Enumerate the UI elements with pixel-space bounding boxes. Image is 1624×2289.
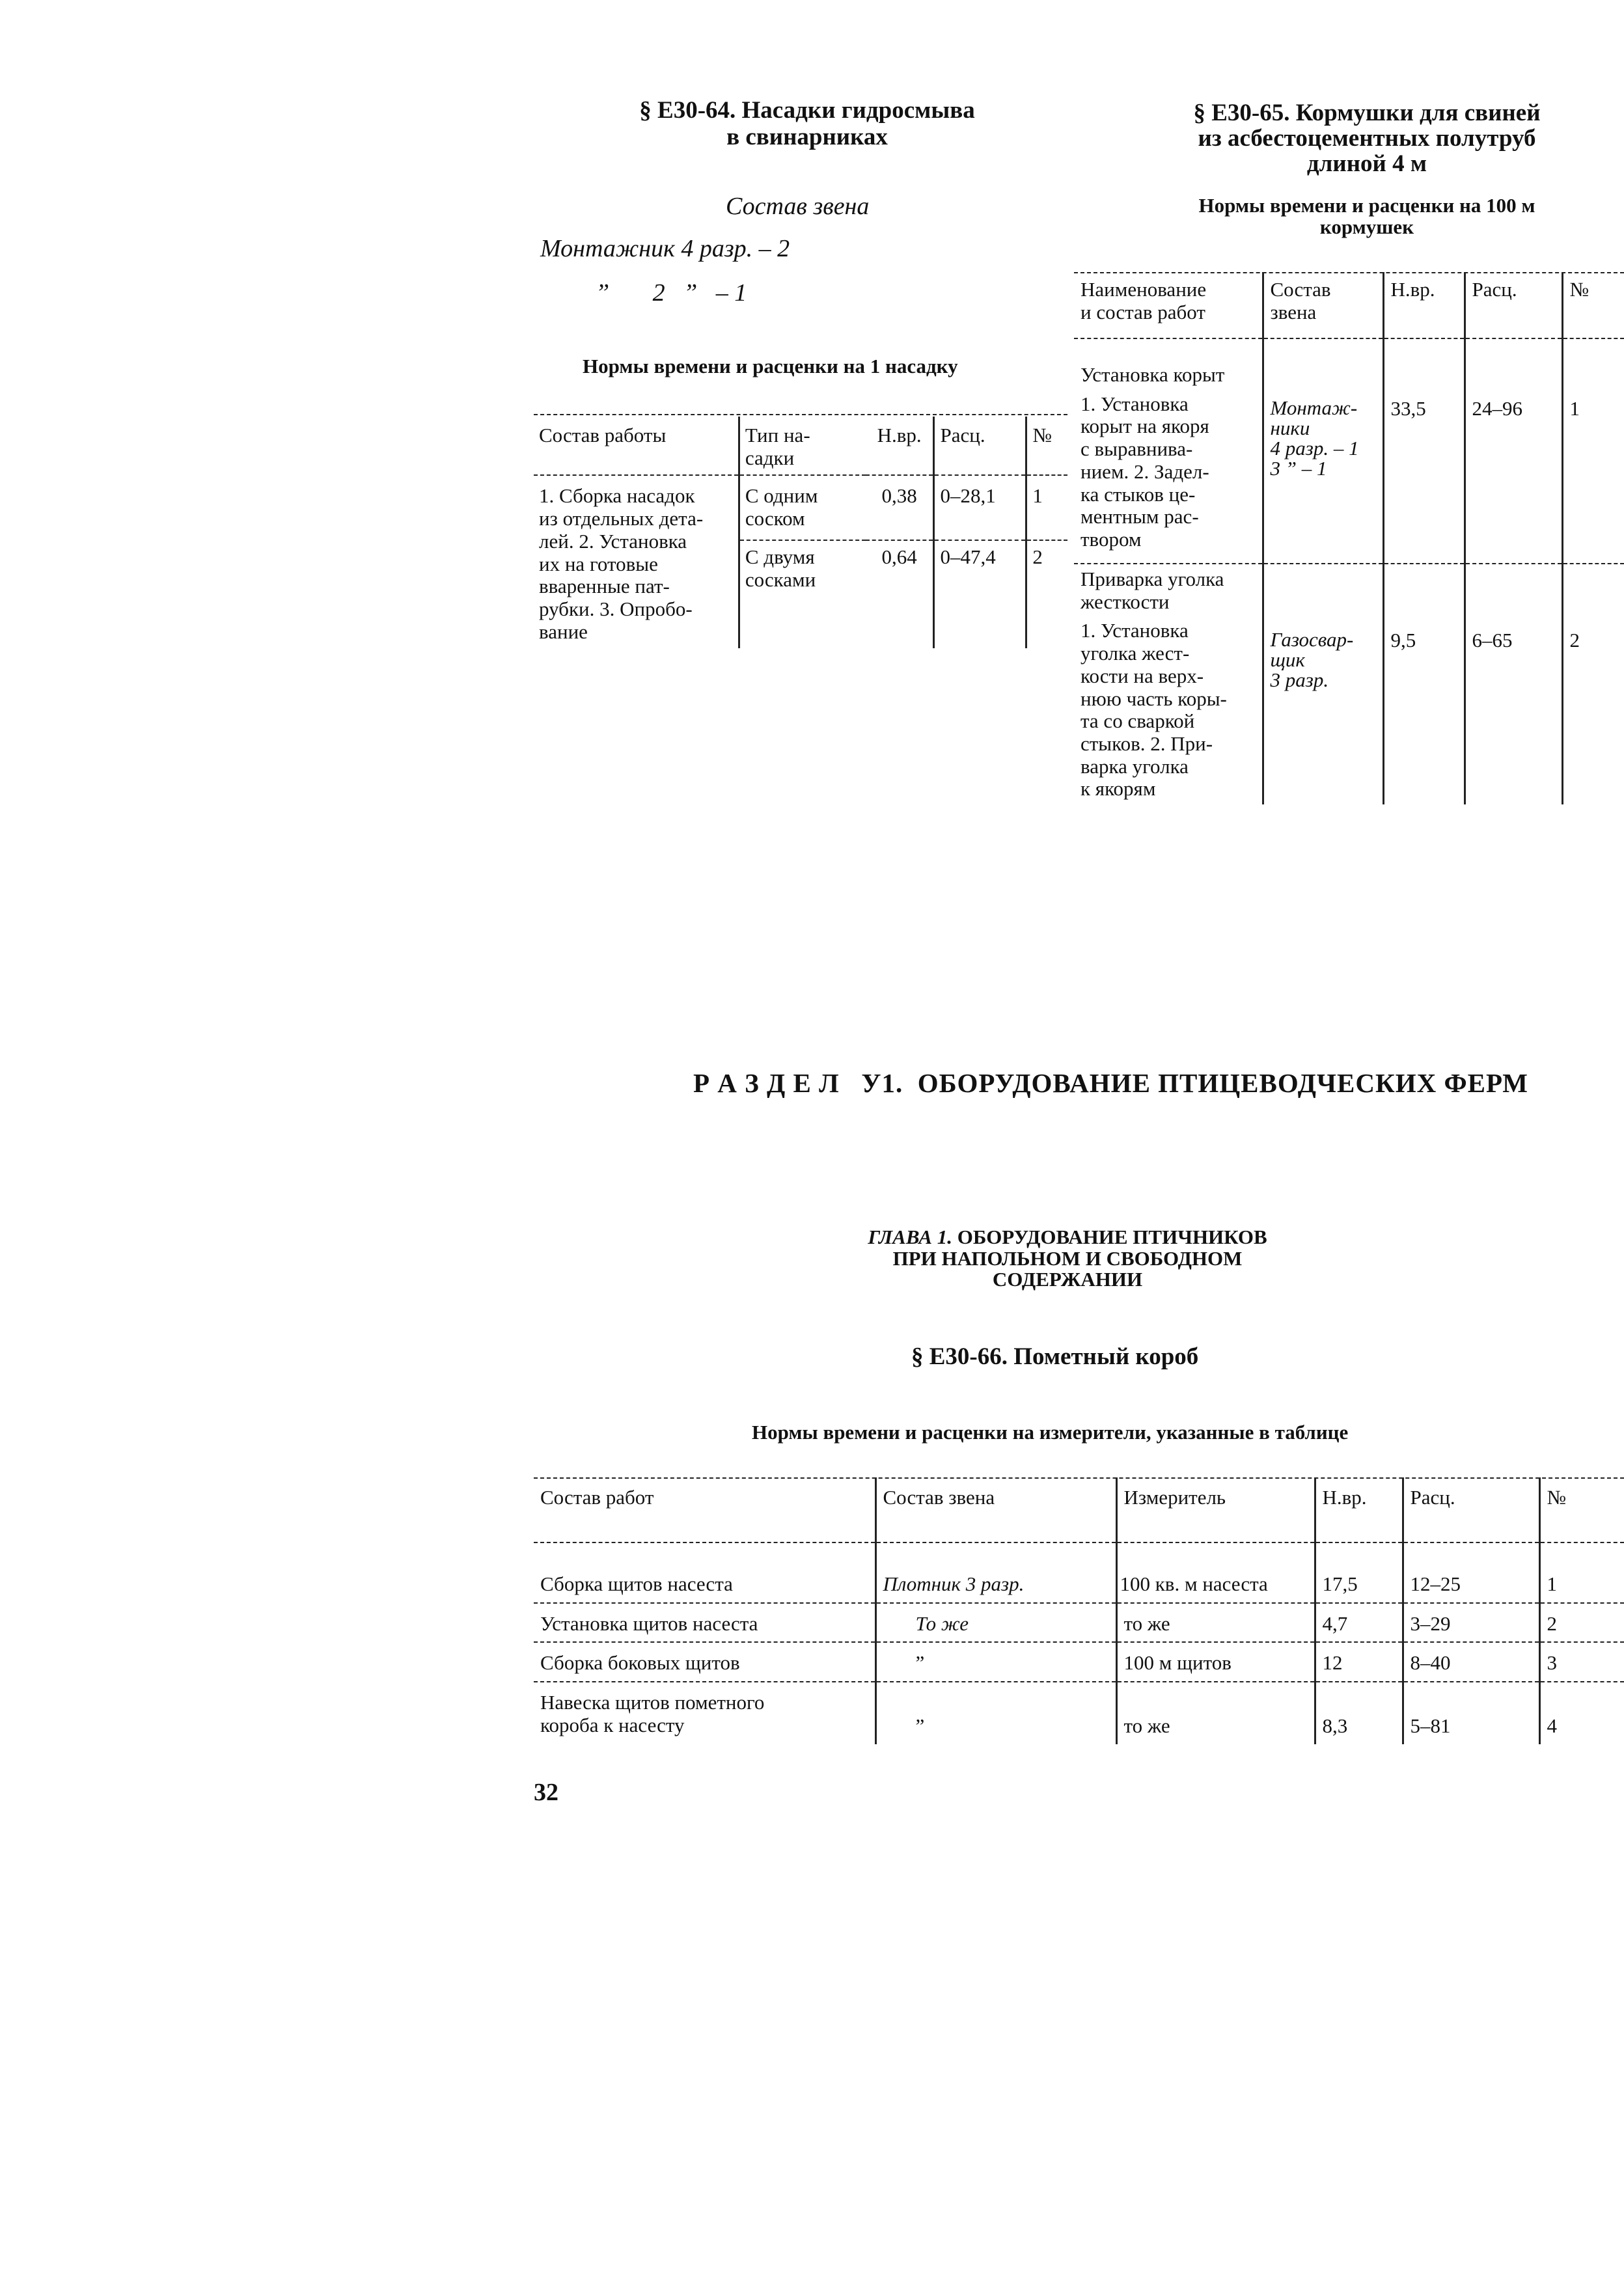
header-num: № [1539, 1477, 1624, 1542]
e30-66-table [534, 1477, 1624, 1744]
row-unit: 100 кв. м насеста [1116, 1542, 1315, 1603]
row-name [1074, 338, 1263, 564]
e30-66-title: § Е30-66. Пометный короб [911, 1343, 1199, 1370]
header-crew: Состав звена [1263, 272, 1383, 338]
row-work: Навеска щитов пометного короба к насесту [540, 1691, 765, 1736]
table-header-row [534, 417, 1067, 475]
row-hvr: 12 [1315, 1642, 1403, 1682]
header-work: Состав работ [540, 1486, 654, 1509]
row-hvr: 8,3 [1315, 1682, 1403, 1744]
e30-64-crew-line1: Монтажник 4 разр. – 2 [540, 235, 790, 262]
row-type: С одним соском [739, 475, 865, 540]
e30-64-title-line1: § Е30-64. Насадки гидросмыва [639, 97, 975, 124]
e30-65-title-line3: длиной 4 м [1306, 150, 1427, 177]
header-hvr: Н.вр. [1315, 1477, 1403, 1542]
row-work: Установка щитов насеста [540, 1611, 758, 1635]
header-crew: Состав звена [875, 1477, 1116, 1542]
row-type: С двумя сосками [739, 540, 865, 648]
table-row [534, 1682, 1624, 1744]
row-num: 4 [1539, 1682, 1624, 1744]
page-number: 32 [534, 1779, 558, 1806]
row-num: 2 [1539, 1603, 1624, 1643]
table-header-row [1074, 272, 1624, 338]
row-hvr: 9,5 [1383, 564, 1465, 804]
row-work: Сборка щитов насеста [540, 1572, 733, 1595]
row-hvr: 33,5 [1383, 338, 1465, 564]
e30-64-title-line2: в свинарниках [726, 123, 888, 150]
row-unit: то же [1116, 1682, 1315, 1744]
row-crew: Газосвар- щик 3 разр. [1263, 564, 1383, 804]
section-title: Р А З Д Е Л У1. ОБОРУДОВАНИЕ ПТИЦЕВОДЧЕСКИХ ФЕРМ [693, 1068, 1528, 1098]
e30-65-title-line2: из асбестоцементных полутруб [1198, 124, 1536, 152]
row-crew: Плотник 3 разр. [875, 1542, 1116, 1603]
row-work: Сборка боковых щитов [540, 1651, 740, 1675]
row-crew: То же [875, 1603, 1116, 1643]
row-hvr: 0,64 [881, 545, 917, 569]
table-row [1074, 338, 1624, 564]
table-row [534, 1603, 1624, 1643]
chapter-line3: СОДЕРЖАНИИ [992, 1268, 1143, 1291]
e30-64-norms: Нормы времени и расценки на 1 насадку [583, 355, 958, 377]
header-work: Состав работы [539, 424, 667, 446]
table-row [1074, 564, 1624, 804]
row-num: 3 [1539, 1642, 1624, 1682]
e30-65-norms [1133, 195, 1601, 238]
chapter-line1: ОБОРУДОВАНИЕ ПТИЧНИКОВ [957, 1226, 1267, 1248]
header-num: № [1562, 272, 1624, 338]
e30-64-table [534, 417, 1067, 648]
row-num: 1 [1562, 338, 1624, 564]
header-type: Тип на- садки [739, 417, 865, 475]
row-crew: ” [875, 1682, 1116, 1744]
row-hvr: 4,7 [1315, 1603, 1403, 1643]
table-row [534, 1642, 1624, 1682]
row-rasc: 0–47,4 [934, 540, 1026, 648]
chapter-label: ГЛАВА 1. [868, 1226, 953, 1248]
header-num: № [1026, 417, 1067, 475]
header-unit: Измеритель [1116, 1477, 1315, 1542]
e30-64-crew-line2: ” 2 ” – 1 [596, 279, 747, 307]
row-name [1074, 564, 1263, 804]
chapter-title [801, 1227, 1334, 1291]
chapter-line2: ПРИ НАПОЛЬНОМ И СВОБОДНОМ [892, 1246, 1243, 1270]
row-hvr: 0,38 [881, 484, 917, 508]
header-name: Наименование и состав работ [1080, 278, 1207, 323]
row-unit: то же [1116, 1603, 1315, 1643]
row-heading: Приварка уголка жесткости [1080, 568, 1224, 613]
e30-64-crew-heading: Состав звена [726, 193, 870, 220]
table-header-row [534, 1477, 1624, 1542]
e30-64-top-rule [534, 414, 1067, 415]
row-desc: 1. Установка уголка жест- кости на верх- нюю часть коры- та со сваркой стыков. 2. При- варка уголка к якорям [1080, 619, 1227, 801]
table-row [534, 475, 1067, 540]
row-rasc: 3–29 [1403, 1603, 1539, 1643]
row-num: 1 [1539, 1542, 1624, 1603]
row-hvr: 17,5 [1315, 1542, 1403, 1603]
e30-64-work-desc: 1. Сборка насадок из отдельных дета- лей. 2. Установка их на готовые вваренные пат- рубки. 3. Опробо- вание [539, 484, 704, 643]
row-unit: 100 м щитов [1116, 1642, 1315, 1682]
row-desc: 1. Установка корыт на якоря с выравнива- нием. 2. Задел- ка стыков це- ментным рас- твором [1080, 392, 1209, 551]
row-heading: Установка корыт [1080, 363, 1225, 386]
header-hvr: Н.вр. [1383, 272, 1465, 338]
row-rasc: 5–81 [1403, 1682, 1539, 1744]
chapter-title-line1 [801, 1227, 1334, 1248]
row-rasc: 12–25 [1403, 1542, 1539, 1603]
header-hvr: Н.вр. [877, 424, 922, 446]
header-rasc: Расц. [1465, 272, 1562, 338]
row-rasc: 24–96 [1465, 338, 1562, 564]
table-row [534, 1542, 1624, 1603]
e30-65-norms-line2: кормушек [1319, 215, 1414, 238]
e30-65-table [1074, 272, 1624, 804]
e30-65-title [1133, 101, 1601, 177]
header-rasc: Расц. [1403, 1477, 1539, 1542]
e30-65-title-line1: § Е30-65. Кормушки для свиней [1193, 100, 1541, 126]
row-rasc: 0–28,1 [934, 475, 1026, 540]
row-num: 2 [1562, 564, 1624, 804]
e30-65-norms-line1: Нормы времени и расценки на 100 м [1198, 194, 1535, 217]
e30-64-title [560, 98, 1054, 150]
row-num: 2 [1026, 540, 1067, 648]
row-crew: ” [875, 1642, 1116, 1682]
row-rasc: 8–40 [1403, 1642, 1539, 1682]
header-rasc: Расц. [934, 417, 1026, 475]
row-crew: Монтаж- ники 4 разр. – 1 3 ” – 1 [1263, 338, 1383, 564]
row-num: 1 [1026, 475, 1067, 540]
row-rasc: 6–65 [1465, 564, 1562, 804]
e30-66-norms: Нормы времени и расценки на измерители, указанные в таблице [752, 1421, 1349, 1444]
